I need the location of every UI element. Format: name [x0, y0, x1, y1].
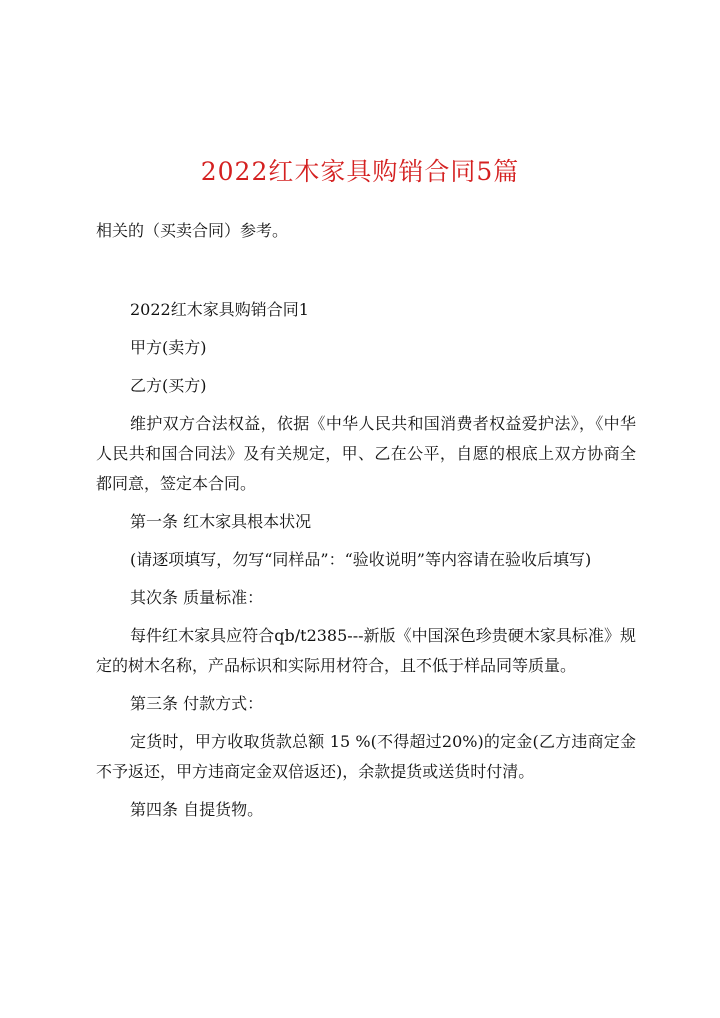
- party-b-line: 乙方(买方): [130, 376, 207, 395]
- article-3-text: 定货时，甲方收取货款总额 15 %(不得超过20%)的定金(乙方违商定金不予返还，甲方违商定金双倍返还)，余款提货或送货时付清。: [96, 732, 636, 781]
- article-1-heading: 第一条 红木家具根本状况: [130, 512, 312, 531]
- article-2-heading: 其次条 质量标准：: [130, 588, 264, 607]
- preamble-paragraph: 维护双方合法权益，依据《中华人民共和国消费者权益爱护法》，《中华人民共和国合同法》及有关规定，甲、乙在公平，自愿的根底上双方协商全都同意，签定本合同。: [96, 414, 636, 493]
- intro-text: 相关的（买卖合同）参考。: [96, 221, 289, 240]
- document-title: 2022红木家具购销合同5篇: [200, 157, 520, 186]
- article-1-note: (请逐项填写，勿写“同样品”：“验收说明”等内容请在验收后填写): [130, 550, 592, 569]
- contract-heading: 2022红木家具购销合同1: [130, 300, 309, 319]
- article-3-heading: 第三条 付款方式：: [130, 694, 264, 713]
- document-body: [96, 295, 636, 833]
- article-4-heading: 第四条 自提货物。: [130, 800, 264, 819]
- article-2-text: 每件红木家具应符合qb/t2385---新版《中国深色珍贵硬木家具标准》规定的树木名称，产品标识和实际用材符合，且不低于样品同等质量。: [96, 626, 636, 675]
- party-a-line: 甲方(卖方): [130, 338, 207, 357]
